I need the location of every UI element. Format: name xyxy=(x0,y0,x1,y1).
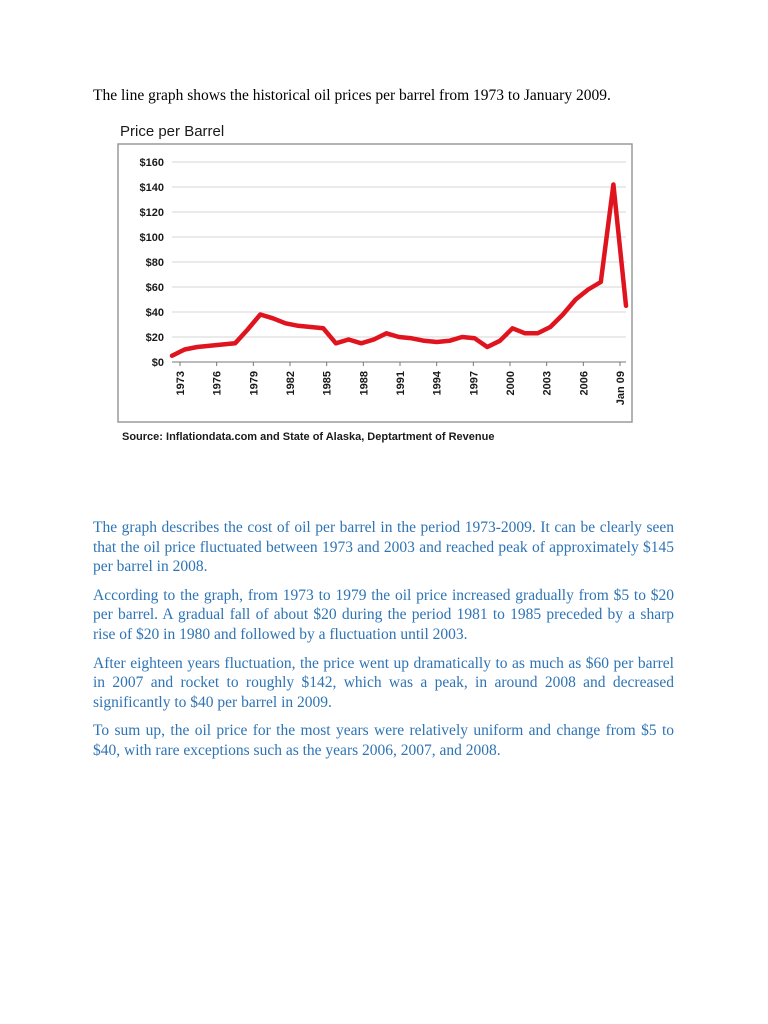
x-tick-label: 2000 xyxy=(505,371,517,396)
x-tick-label: 1976 xyxy=(211,371,224,396)
x-tick-label: Jan 09 xyxy=(615,371,627,406)
x-tick-label: 2003 xyxy=(541,371,554,396)
price-line-chart xyxy=(112,116,642,452)
oil-price-figure xyxy=(112,116,642,452)
y-tick-label: $60 xyxy=(145,282,164,294)
chart-source: Source: Inflationdata.com and State of Alaska, Deptartment of Revenue xyxy=(122,431,495,443)
essay-paragraph: After eighteen years fluctuation, the price went up dramatically to as much as $60 per barrel in 2007 and rocket to roughly $142, which was a peak, in around 2008 and decreased significantly to $40 per barrel in 2009. xyxy=(93,654,674,711)
x-tick-label: 1982 xyxy=(285,371,297,396)
y-tick-label: $40 xyxy=(145,307,164,319)
y-tick-label: $160 xyxy=(139,157,164,169)
essay-paragraph: The graph describes the cost of oil per barrel in the period 1973-2009. It can be clearly seen that the oil price fluctuated between 1973 and 2003 and reached peak of approximately $145 per barrel in 2008. xyxy=(93,519,674,576)
y-tick-label: $140 xyxy=(139,182,164,194)
y-tick-label: $120 xyxy=(139,207,164,219)
x-tick-label: 1979 xyxy=(248,371,261,396)
x-tick-label: 1985 xyxy=(321,371,334,396)
y-tick-label: $100 xyxy=(139,232,164,244)
x-tick-label: 1973 xyxy=(175,371,187,396)
chart-frame xyxy=(118,144,632,422)
y-tick-label: $0 xyxy=(151,357,164,369)
x-tick-label: 1988 xyxy=(358,371,371,396)
x-tick-label: 1997 xyxy=(468,371,481,396)
chart-title: Price per Barrel xyxy=(120,123,225,140)
x-tick-label: 1994 xyxy=(431,371,444,396)
intro-sentence: The line graph shows the historical oil prices per barrel from 1973 to January 2009. xyxy=(93,87,611,104)
essay-paragraph: To sum up, the oil price for the most years were relatively uniform and change from $5 to $40, with rare exceptions such as the years 2006, 2007, and 2008. xyxy=(93,722,674,759)
y-tick-label: $20 xyxy=(145,332,164,344)
y-tick-label: $80 xyxy=(145,257,164,269)
x-tick-label: 2006 xyxy=(578,371,591,396)
essay-body xyxy=(93,518,674,770)
x-tick-label: 1991 xyxy=(395,371,407,396)
essay-paragraph: According to the graph, from 1973 to 1979 the oil price increased gradually from $5 to $20 per barrel. A gradual fall of about $20 during the period 1981 to 1985 preceded by a sharp rise of $20 in 1980 and followed by a fluctuation until 2003. xyxy=(93,586,674,643)
